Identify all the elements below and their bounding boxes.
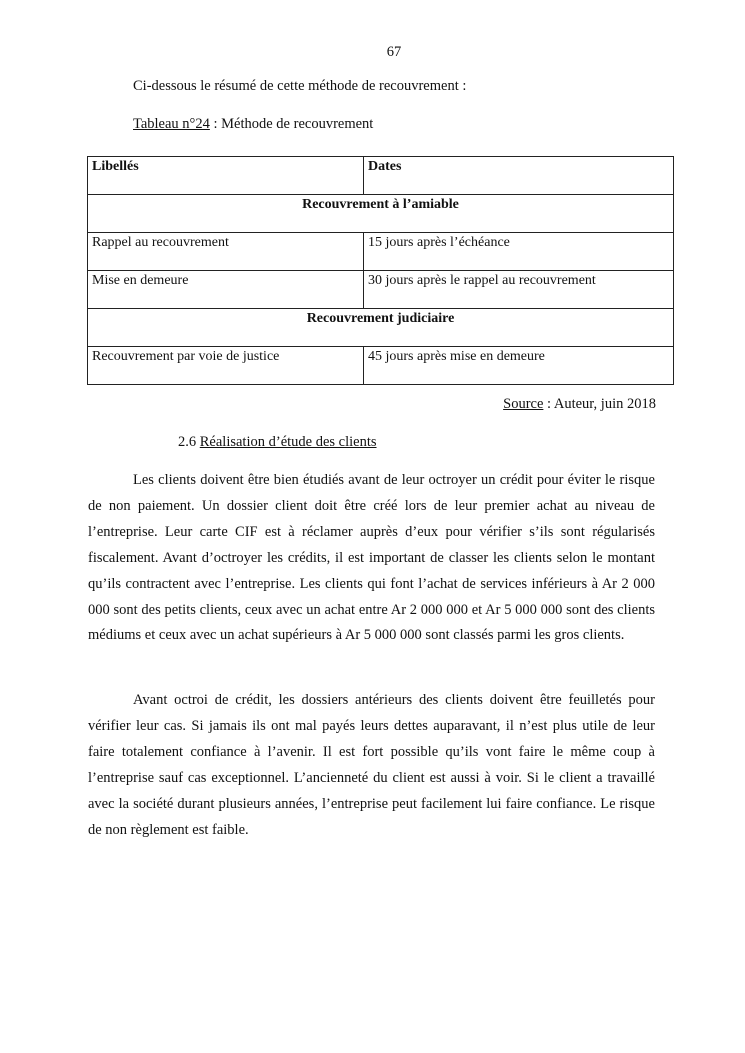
paragraph-2: Avant octroi de crédit, les dossiers antérieurs des clients doivent être feuilletés pour vérifier leur cas. Si jamais ils ont mal payés leurs dettes auparavant, il n’est plus utile de leur faire totalement confiance à l’avenir. Il est fort possible qu’ils vont faire le même coup à l’entreprise sauf cas exceptionnel. L’ancienneté du client est aussi à voir. Si le client a travaillé avec la société durant plusieurs années, l’entreprise peut facilement lui faire confiance. Le risque de non règlement est faible.	[88, 692, 655, 838]
header-libelles: Libellés	[88, 157, 364, 195]
row-date: 30 jours après le rappel au recouvrement	[364, 271, 674, 309]
section-heading	[178, 434, 377, 451]
table-caption-title: : Méthode de recouvrement	[209, 116, 374, 132]
table-caption	[133, 116, 373, 133]
section-title: Réalisation d’étude des clients	[199, 434, 377, 450]
table-section-row	[88, 309, 674, 347]
table-row	[88, 233, 674, 271]
row-date: 45 jours après mise en demeure	[364, 347, 674, 385]
section-judiciaire: Recouvrement judiciaire	[88, 309, 674, 347]
table-header-row	[88, 157, 674, 195]
source-label: Source	[503, 396, 544, 412]
row-label: Mise en demeure	[88, 271, 364, 309]
source-text: : Auteur, juin 2018	[543, 396, 656, 412]
page-number: 67	[386, 44, 402, 60]
row-label: Recouvrement par voie de justice	[88, 347, 364, 385]
intro-text: Ci-dessous le résumé de cette méthode de recouvrement :	[133, 78, 467, 94]
row-label: Rappel au recouvrement	[88, 233, 364, 271]
header-dates: Dates	[364, 157, 674, 195]
table-section-row	[88, 195, 674, 233]
paragraph-1: Les clients doivent être bien étudiés avant de leur octroyer un crédit pour éviter le risque de non paiement. Un dossier client doit être créé lors de leur premier achat au niveau de l’entreprise. Leur carte CIF est à réclamer auprès d’eux pour vérifier s’ils sont régularisés fiscalement. Avant d’octroyer les crédits, il est important de classer les clients selon le montant qu’ils contractent avec l’entreprise. Les clients qui font l’achat de services inférieurs à Ar 2 000 000 sont des petits clients, ceux avec un achat entre Ar 2 000 000 et Ar 5 000 000 sont des clients médiums et ceux avec un achat supérieurs à Ar 5 000 000 sont classés parmi les gros clients.	[88, 472, 655, 644]
row-date: 15 jours après l’échéance	[364, 233, 674, 271]
table-source	[503, 396, 656, 413]
table-row	[88, 271, 674, 309]
table-caption-label: Tableau n°24	[133, 116, 210, 132]
recovery-method-table	[87, 156, 674, 385]
section-number: 2.6	[178, 434, 200, 450]
table-row	[88, 347, 674, 385]
section-amiable: Recouvrement à l’amiable	[88, 195, 674, 233]
